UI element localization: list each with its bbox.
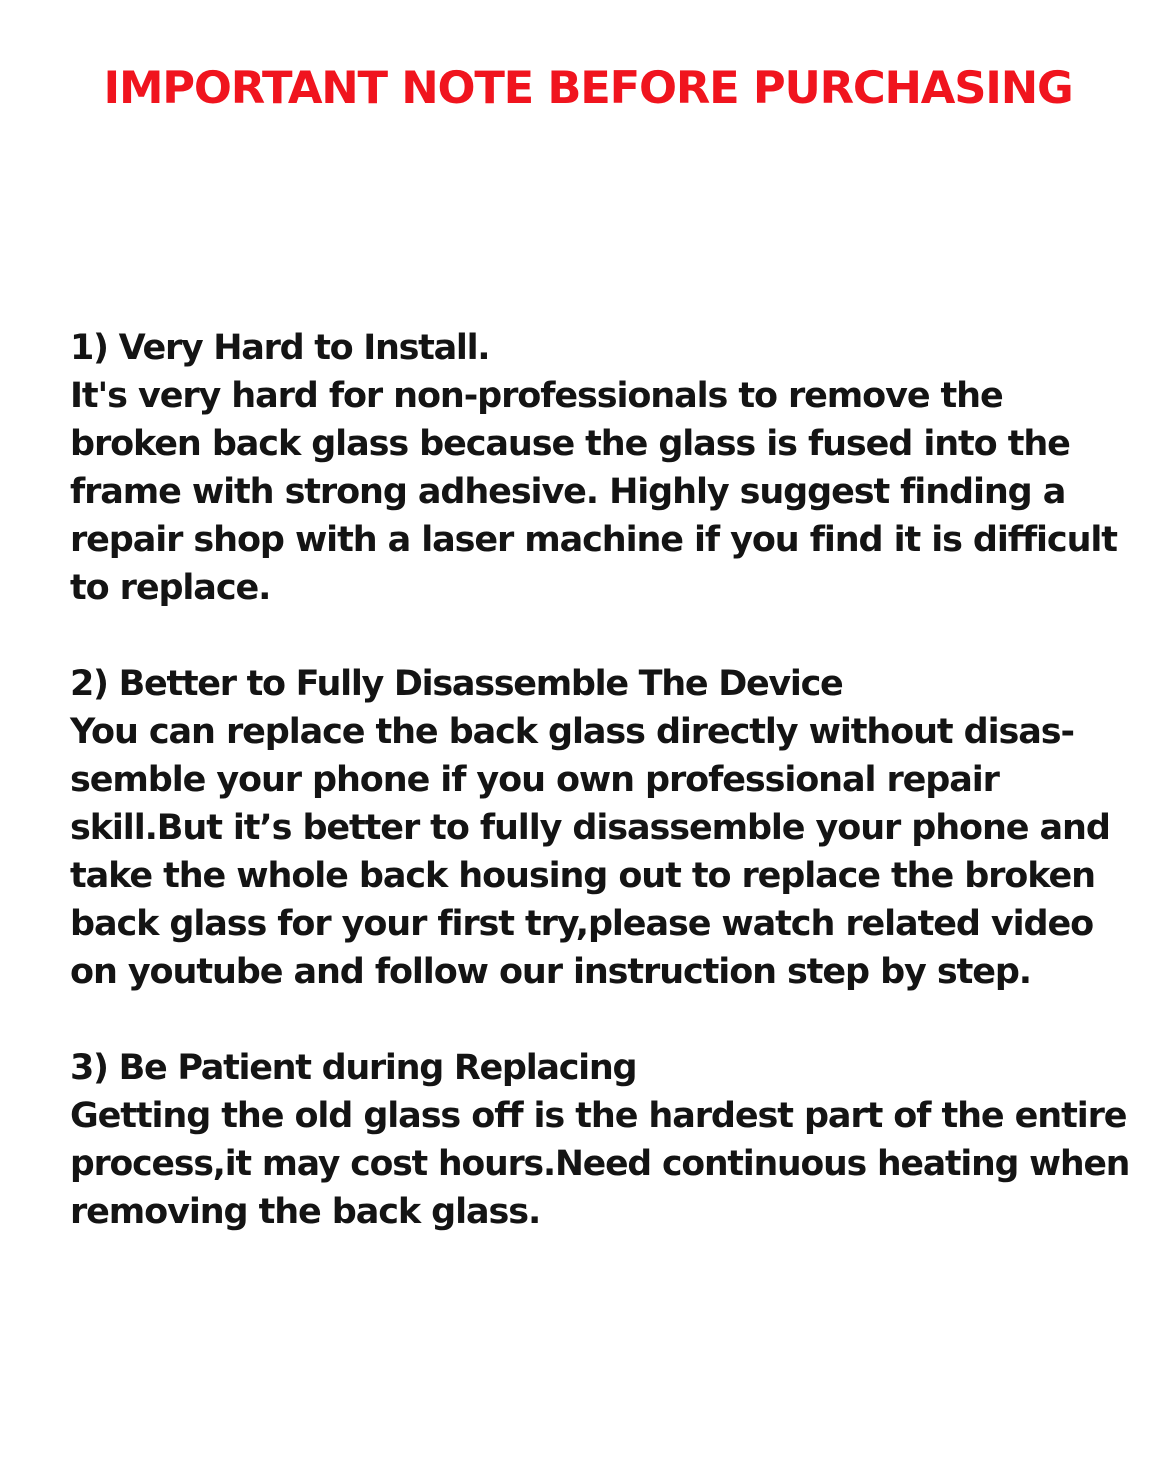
note-patience xyxy=(70,1044,1130,1236)
note-heading: 1) Very Hard to Install. xyxy=(70,328,490,368)
note-heading: 3) Be Patient during Replacing xyxy=(70,1048,637,1088)
note-line: It's very hard for non-professionals to remove the xyxy=(70,376,1003,416)
notes-list xyxy=(70,324,1130,1284)
note-heading: 2) Better to Fully Disassemble The Device xyxy=(70,664,843,704)
note-line: Getting the old glass off is the hardest part of the entire xyxy=(70,1096,1127,1136)
note-line: to replace. xyxy=(70,568,271,608)
note-disassemble xyxy=(70,660,1130,996)
note-line: semble your phone if you own professional repair xyxy=(70,760,999,800)
note-line: removing the back glass. xyxy=(70,1192,541,1232)
page-title: IMPORTANT NOTE BEFORE PURCHASING xyxy=(103,61,1073,114)
note-line: skill.But it’s better to fully disassemble your phone and xyxy=(70,808,1110,848)
note-line: broken back glass because the glass is fused into the xyxy=(70,424,1070,464)
note-line: You can replace the back glass directly without disas- xyxy=(70,712,1074,752)
note-line: process,it may cost hours.Need continuous heating when xyxy=(70,1144,1130,1184)
note-line: on youtube and follow our instruction step by step. xyxy=(70,952,1031,992)
note-install xyxy=(70,324,1130,612)
note-line: back glass for your first try,please watch related video xyxy=(70,904,1094,944)
note-line: frame with strong adhesive. Highly suggest finding a xyxy=(70,472,1066,512)
note-line: take the whole back housing out to replace the broken xyxy=(70,856,1095,896)
note-line: repair shop with a laser machine if you find it is difficult xyxy=(70,520,1117,560)
